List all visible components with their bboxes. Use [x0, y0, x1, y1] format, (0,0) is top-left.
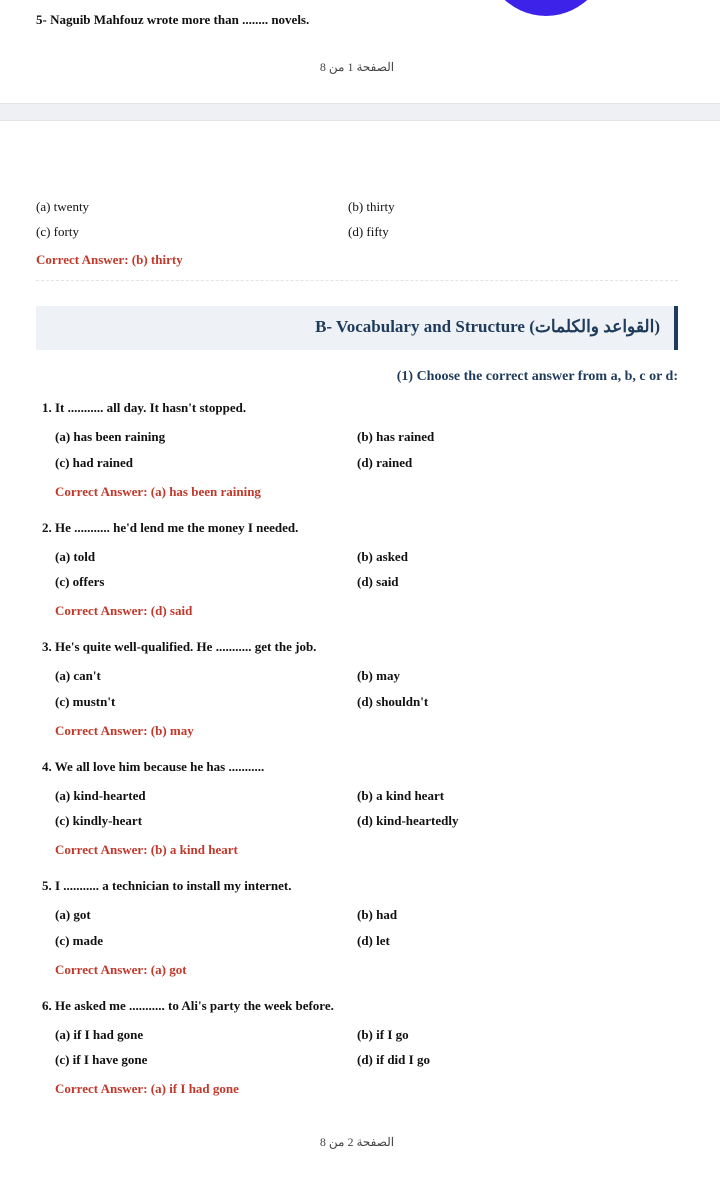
divider	[36, 280, 678, 281]
instruction: (1) Choose the correct answer from a, b, c or d:	[396, 369, 678, 384]
option-c: (c) if I have gone	[55, 1052, 148, 1067]
question-stem: 3. He's quite well-qualified. He ........... get the job.	[42, 639, 317, 654]
option-a: (a) got	[55, 907, 91, 922]
correct-answer: Correct Answer: (a) if I had gone	[55, 1081, 239, 1096]
question-stem: 6. He asked me ........... to Ali's party the week before.	[42, 998, 334, 1013]
question-5-stem: 5- Naguib Mahfouz wrote more than ........ novels.	[36, 12, 310, 27]
option-a: (a) has been raining	[55, 429, 166, 444]
option-c: (c) made	[55, 933, 104, 948]
option-b: (b) may	[357, 668, 400, 683]
option-a: (a) if I had gone	[55, 1027, 144, 1042]
option-c: (c) had rained	[55, 455, 133, 470]
option-d: (d) said	[357, 574, 399, 589]
option-a: (a) told	[55, 549, 96, 564]
option-d: (d) let	[357, 933, 390, 948]
option-d: (d) if did I go	[357, 1052, 430, 1067]
q5-option-c: (c) forty	[36, 224, 79, 239]
question-stem: 4. We all love him because he has ...........	[42, 759, 265, 774]
q5-option-d: (d) fifty	[348, 224, 389, 239]
q5-option-b: (b) thirty	[348, 199, 395, 214]
q5-correct-answer: Correct Answer: (b) thirty	[36, 252, 183, 267]
option-b: (b) a kind heart	[357, 788, 445, 803]
option-b: (b) has rained	[357, 429, 435, 444]
option-d: (d) kind-heartedly	[357, 813, 459, 828]
option-b: (b) asked	[357, 549, 408, 564]
option-c: (c) mustn't	[55, 694, 116, 709]
option-a: (a) can't	[55, 668, 101, 683]
page-break	[0, 103, 720, 121]
option-c: (c) offers	[55, 574, 105, 589]
page-footer-2: الصفحة 2 من 8	[319, 1135, 395, 1149]
correct-answer: Correct Answer: (b) may	[55, 723, 194, 738]
section-header	[36, 306, 678, 350]
option-c: (c) kindly-heart	[55, 813, 143, 828]
option-d: (d) shouldn't	[357, 694, 429, 709]
correct-answer: Correct Answer: (d) said	[55, 603, 193, 618]
page-footer-1: الصفحة 1 من 8	[319, 60, 395, 74]
decorative-circle	[478, 0, 614, 16]
correct-answer: Correct Answer: (a) has been raining	[55, 484, 261, 499]
question-stem: 2. He ........... he'd lend me the money I needed.	[42, 520, 299, 535]
question-stem: 1. It ........... all day. It hasn't stopped.	[42, 400, 247, 415]
correct-answer: Correct Answer: (b) a kind heart	[55, 842, 238, 857]
correct-answer: Correct Answer: (a) got	[55, 962, 187, 977]
option-b: (b) had	[357, 907, 398, 922]
section-title: B- Vocabulary and Structure (القواعد والكلمات)	[315, 317, 660, 336]
option-a: (a) kind-hearted	[55, 788, 146, 803]
option-b: (b) if I go	[357, 1027, 409, 1042]
question-stem: 5. I ........... a technician to install my internet.	[42, 878, 292, 893]
q5-option-a: (a) twenty	[36, 199, 90, 214]
option-d: (d) rained	[357, 455, 413, 470]
